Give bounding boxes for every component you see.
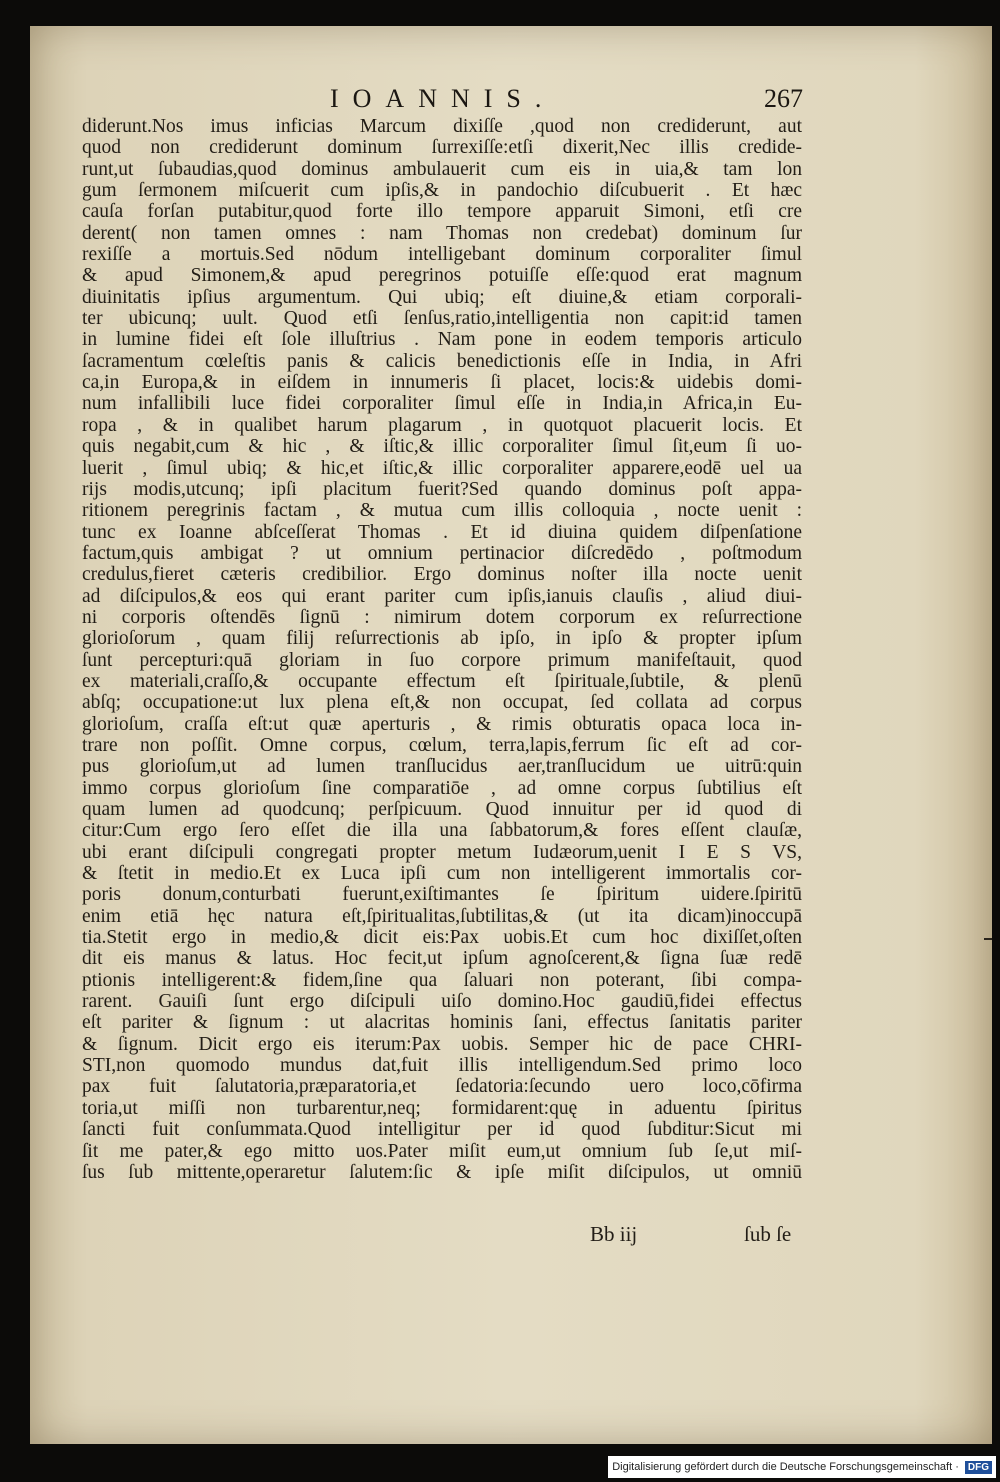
text-line: ſancti fuit conſummata.Quod intelligitur per id quod ſubditur:Sicut mi [82,1119,802,1141]
page-header [30,84,992,120]
text-line: STI,non quomodo mundus dat,fuit illis intelligendum.Sed primo loco [82,1055,802,1077]
text-line: cauſa forſan putabitur,quod forte illo tempore apparuit Simoni, etſi cre [82,201,802,223]
text-line: glorioſorum , quam filij reſurrectionis ab ipſo, in ipſo & propter ipſum [82,628,802,650]
text-line: eſt pariter & ſignum : ut alacritas hominis ſani, effectus ſanitatis pariter [82,1012,802,1034]
text-line: diuinitatis ipſius argumentum. Qui ubiq; eſt diuine,& etiam corporali- [82,286,802,308]
text-line: trare non poſſit. Omne corpus, cœlum, terra,lapis,ferrum ſic eſt ad cor- [82,734,802,756]
text-line: luerit , ſimul ubiq; & hic,et iſtic,& illic corporaliter apparere,eodē uel ua [82,457,802,479]
funding-credit: Digitalisierung gefördert durch die Deutsche Forschungsgemeinschaft · [612,1461,959,1473]
text-line: derent( non tamen omnes : nam Thomas non credebat) dominum ſur [82,222,802,244]
text-line: & ſignum. Dicit ergo eis iterum:Pax uobis. Semper hic de pace CHRI- [82,1033,802,1055]
footer-credit [608,1456,996,1478]
catchline [590,1222,810,1248]
text-line: quod non crediderunt dominum ſurrexiſſe:etſi dixerit,Nec illis credide- [82,137,802,159]
page-number: 267 [764,84,803,113]
text-line: rijs modis,utcunq; ipſi placitum fuerit?Sed quando dominus poſt appa- [82,478,802,500]
text-line: ſit me pater,& ego mitto uos.Pater miſit eum,ut omnium ſub ſe,ut miſ- [82,1140,802,1162]
text-line: ad diſcipulos,& eos qui erant pariter cum ipſis,ianuis clauſis , aliud diui- [82,585,802,607]
text-line: tunc ex Ioanne abſceſſerat Thomas . Et id diuina quidem diſpenſatione [82,521,802,543]
text-line: runt,ut ſubaudias,quod dominus ambulauerit cum eis in uia,& tam lon [82,158,802,180]
text-line: rarent. Gauiſi ſunt ergo diſcipuli uiſo domino.Hoc gaudiū,fidei effectus [82,991,802,1013]
text-line: num infallibili luce fidei corporaliter ſimul eſſe in India,in Africa,in Eu- [82,393,802,415]
text-line: rexiſſe a mortuis.Sed nōdum intelligebant dominum corporaliter ſimul [82,244,802,266]
body-text [82,116,802,1183]
text-line: ubi erant diſcipuli congregati propter metum Iudæorum,uenit I E S VS, [82,841,802,863]
text-line: pax fuit ſalutatoria,præparatoria,et ſedatoria:ſecundo uero loco,cōfirma [82,1076,802,1098]
text-line: ſunt percepturi:quā gloriam in ſuo corpore primum manifeſtauit, quod [82,649,802,671]
text-line: toria,ut miſſi non turbarentur,neq; formidarent:quę in aduentu ſpiritus [82,1097,802,1119]
text-line: glorioſum, craſſa eſt:ut quæ aperturis , & rimis obturatis opaca loca in- [82,713,802,735]
text-line: & apud Simonem,& apud peregrinos potuiſſe eſſe:quod erat magnum [82,265,802,287]
text-line: gum ſermonem miſcuerit cum ipſis,& in pandochio diſcubuerit . Et hæc [82,180,802,202]
text-line: enim etiā hęc natura eſt,ſpiritualitas,ſubtilitas,& (ut ita dicam)inoccupā [82,905,802,927]
text-line: ter ubicunq; uult. Quod etſi ſenſus,ratio,intelligentia non capit:id tamen [82,308,802,330]
dfg-logo: DFG [965,1461,992,1474]
text-line: poris donum,conturbati fuerunt,exiſtimantes ſe ſpiritum uidere.ſpiritū [82,884,802,906]
text-line: ni corporis oſtendēs ſignū : nimirum dotem corporum ex reſurrectione [82,606,802,628]
text-line: citur:Cum ergo ſero eſſet die illa una ſabbatorum,& fores eſſent clauſæ, [82,820,802,842]
text-line: factum,quis ambigat ? ut omnium pertinacior diſcredēdo , poſtmodum [82,542,802,564]
running-title: IOANNIS. [330,84,556,113]
text-line: credulus,fieret cæteris credibilior. Ergo dominus noſter illa nocte uenit [82,564,802,586]
text-line: pus glorioſum,ut ad lumen tranſlucidus aer,tranſlucidum ue uitrū:quin [82,756,802,778]
text-line: ritionem peregrinis factam , & mutua cum illis colloquia , nocte uenit : [82,500,802,522]
margin-mark [984,938,992,940]
text-line: quam lumen ad quodcunq; perſpicuum. Quod innuitur per id quod di [82,799,802,820]
text-line: & ſtetit in medio.Et ex Luca ipſi cum non intelligerent immortalis cor- [82,863,802,885]
catchword: ſub ſe [744,1222,792,1246]
text-line: in lumine fidei eſt ſole illuſtrius . Nam pone in eodem temporis articulo [82,329,802,351]
text-line: immo corpus glorioſum ſine comparatiōe , ad omne corpus ſubtilius eſt [82,777,802,799]
text-line: ca,in Europa,& in eiſdem in innumeris ſi placet, locis:& uidebis domi- [82,372,802,394]
text-line: abſq; occupatione:ut lux plena eſt,& non occupat, ſed collata ad corpus [82,692,802,714]
text-line: ſacramentum cœleſtis panis & calicis benedictionis eſſe in India, in Afri [82,350,802,372]
text-line: ropa , & in qualibet harum plagarum , in quotquot placuerit locis. Et [82,414,802,436]
text-line: diderunt.Nos imus inficias Marcum dixiſſe ,quod non crediderunt, aut [82,116,802,137]
text-line: quis negabit,cum & hic , & iſtic,& illic corporaliter ſimul ſit,eum ſi uo- [82,436,802,458]
text-line: ptionis intelligerent:& fidem,ſine qua ſaluari non poterant, ſibi compa- [82,969,802,991]
signature-mark: Bb iij [590,1222,638,1246]
text-line: tia.Stetit ergo in medio,& dicit eis:Pax uobis.Et cum hoc dixiſſet,oſten [82,927,802,949]
text-line: ſus ſub mittente,operaretur ſalutem:ſic & ipſe miſit diſcipulos, ut omniū [82,1161,802,1183]
text-line: ex materiali,craſſo,& occupante effectum eſt ſpirituale,ſubtile, & plenū [82,670,802,692]
text-line: dit eis manus & latus. Hoc fecit,ut ipſum agnoſcerent,& ſigna ſuæ redē [82,948,802,970]
